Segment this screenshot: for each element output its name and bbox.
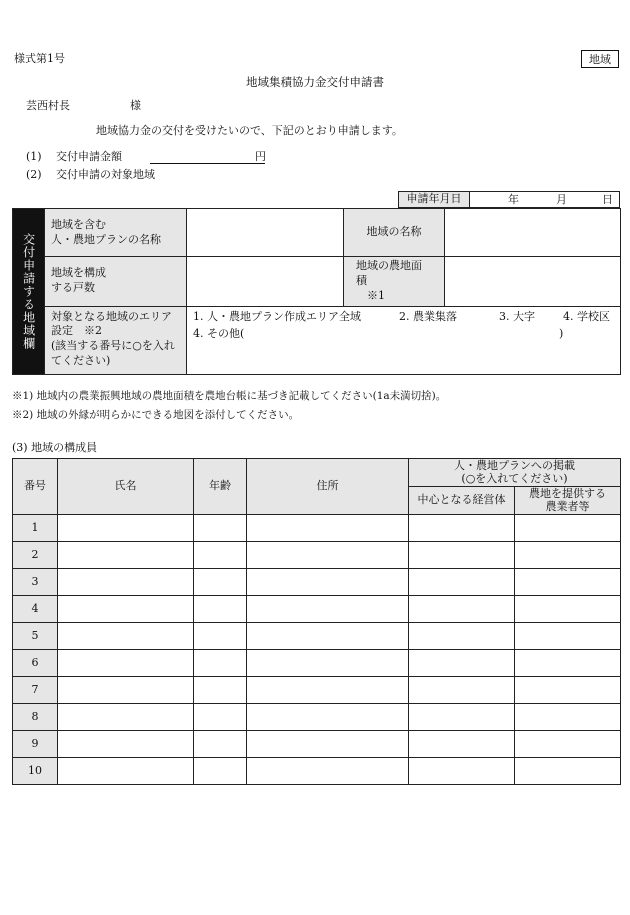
member-name-cell[interactable] (58, 650, 194, 677)
note-2: ※2) 地域の外縁が明らかにできる地図を添付してください。 (12, 409, 300, 421)
member-provider-cell[interactable] (515, 515, 621, 542)
member-row-number: 2 (13, 542, 58, 569)
member-row (13, 623, 621, 650)
header-core: 中心となる経営体 (409, 487, 515, 515)
intro-text: 地域協力金の交付を受けたいので、下記のとおり申請します。 (96, 124, 403, 137)
member-address-cell[interactable] (247, 650, 409, 677)
member-core-cell[interactable] (409, 515, 515, 542)
farmland-area-field[interactable] (445, 257, 621, 307)
member-address-cell[interactable] (247, 731, 409, 758)
member-provider-cell[interactable] (515, 569, 621, 596)
member-name-cell[interactable] (58, 542, 194, 569)
item-2-label: 交付申請の対象地域 (56, 168, 155, 181)
member-age-cell[interactable] (194, 758, 247, 785)
header-age: 年齢 (194, 459, 247, 515)
member-row-number: 5 (13, 623, 58, 650)
amount-field[interactable] (150, 150, 265, 164)
member-row (13, 650, 621, 677)
member-core-cell[interactable] (409, 731, 515, 758)
plan-name-label: 地域を含む 人・農地プランの名称 (45, 209, 187, 257)
member-address-cell[interactable] (247, 542, 409, 569)
member-address-cell[interactable] (247, 515, 409, 542)
date-field[interactable] (470, 192, 620, 208)
member-core-cell[interactable] (409, 650, 515, 677)
member-row (13, 731, 621, 758)
member-provider-cell[interactable] (515, 704, 621, 731)
member-age-cell[interactable] (194, 596, 247, 623)
member-age-cell[interactable] (194, 650, 247, 677)
member-core-cell[interactable] (409, 569, 515, 596)
households-label: 地域を構成 する戸数 (45, 257, 187, 307)
member-row (13, 596, 621, 623)
member-provider-cell[interactable] (515, 596, 621, 623)
member-age-cell[interactable] (194, 731, 247, 758)
member-provider-cell[interactable] (515, 650, 621, 677)
member-row-number: 3 (13, 569, 58, 596)
member-row (13, 515, 621, 542)
option-other[interactable]: 4. その他( (193, 326, 245, 340)
member-row (13, 758, 621, 785)
member-provider-cell[interactable] (515, 542, 621, 569)
region-side-label: 交付申請する地域欄 (13, 209, 45, 375)
member-name-cell[interactable] (58, 569, 194, 596)
member-age-cell[interactable] (194, 677, 247, 704)
item-2-number: (2) (26, 168, 42, 181)
application-date-row (398, 191, 620, 208)
member-row (13, 542, 621, 569)
member-row-number: 10 (13, 758, 58, 785)
option-1[interactable]: 1. 人・農地プラン作成エリア全域 (193, 309, 361, 323)
honorific: 様 (130, 99, 141, 112)
option-2[interactable]: 2. 農業集落 (399, 309, 457, 323)
member-row-number: 7 (13, 677, 58, 704)
header-name: 氏名 (58, 459, 194, 515)
member-core-cell[interactable] (409, 704, 515, 731)
member-address-cell[interactable] (247, 623, 409, 650)
item-1-label: 交付申請金額 (56, 150, 122, 163)
year-label: 年 (508, 193, 519, 206)
member-row-number: 4 (13, 596, 58, 623)
member-row-number: 6 (13, 650, 58, 677)
member-row-number: 1 (13, 515, 58, 542)
month-label: 月 (556, 193, 567, 206)
member-core-cell[interactable] (409, 623, 515, 650)
area-setting-options[interactable] (187, 306, 621, 374)
member-row (13, 569, 621, 596)
member-name-cell[interactable] (58, 704, 194, 731)
header-number: 番号 (13, 459, 58, 515)
option-3[interactable]: 3. 大字 (499, 309, 535, 323)
members-table (12, 458, 621, 785)
member-age-cell[interactable] (194, 542, 247, 569)
area-setting-label: 対象となる地域のエリア設定 ※2 (該当する番号に○を入れてください) (45, 306, 187, 374)
member-address-cell[interactable] (247, 704, 409, 731)
member-core-cell[interactable] (409, 542, 515, 569)
option-other-close: ) (559, 326, 564, 340)
member-name-cell[interactable] (58, 623, 194, 650)
member-core-cell[interactable] (409, 677, 515, 704)
document-title: 地域集積協力金交付申請書 (246, 75, 384, 89)
members-section-title: (3) 地域の構成員 (12, 441, 98, 454)
member-row-number: 9 (13, 731, 58, 758)
member-name-cell[interactable] (58, 731, 194, 758)
header-address: 住所 (247, 459, 409, 515)
member-name-cell[interactable] (58, 677, 194, 704)
farmland-area-label: 地域の農地面 積 ※1 (344, 257, 445, 307)
note-1: ※1) 地域内の農業振興地域の農地面積を農地台帳に基づき記載してください(1a未満切捨)。 (12, 390, 447, 402)
member-name-cell[interactable] (58, 758, 194, 785)
member-row (13, 677, 621, 704)
header-provider: 農地を提供する 農業者等 (515, 487, 621, 515)
plan-name-field[interactable] (187, 209, 344, 257)
member-age-cell[interactable] (194, 704, 247, 731)
date-label: 申請年月日 (399, 192, 470, 208)
member-address-cell[interactable] (247, 758, 409, 785)
member-name-cell[interactable] (58, 596, 194, 623)
member-address-cell[interactable] (247, 677, 409, 704)
yen-unit: 円 (255, 150, 266, 163)
member-row-number: 8 (13, 704, 58, 731)
households-field[interactable] (187, 257, 344, 307)
member-provider-cell[interactable] (515, 623, 621, 650)
member-address-cell[interactable] (247, 569, 409, 596)
addressee: 芸西村長 (26, 99, 70, 112)
region-table (12, 208, 621, 375)
option-4[interactable]: 4. 学校区 (563, 309, 610, 323)
member-age-cell[interactable] (194, 623, 247, 650)
form-number: 様式第1号 (14, 52, 65, 65)
region-badge: 地域 (581, 50, 619, 68)
item-1-number: (1) (26, 150, 42, 163)
region-name-label: 地域の名称 (344, 209, 445, 257)
region-name-field[interactable] (445, 209, 621, 257)
member-core-cell[interactable] (409, 596, 515, 623)
member-core-cell[interactable] (409, 758, 515, 785)
member-provider-cell[interactable] (515, 731, 621, 758)
member-age-cell[interactable] (194, 515, 247, 542)
member-age-cell[interactable] (194, 569, 247, 596)
member-provider-cell[interactable] (515, 677, 621, 704)
day-label: 日 (602, 193, 613, 206)
member-address-cell[interactable] (247, 596, 409, 623)
header-plan-group: 人・農地プランへの掲載 (○を入れてください) (409, 459, 621, 487)
member-provider-cell[interactable] (515, 758, 621, 785)
member-name-cell[interactable] (58, 515, 194, 542)
member-row (13, 704, 621, 731)
